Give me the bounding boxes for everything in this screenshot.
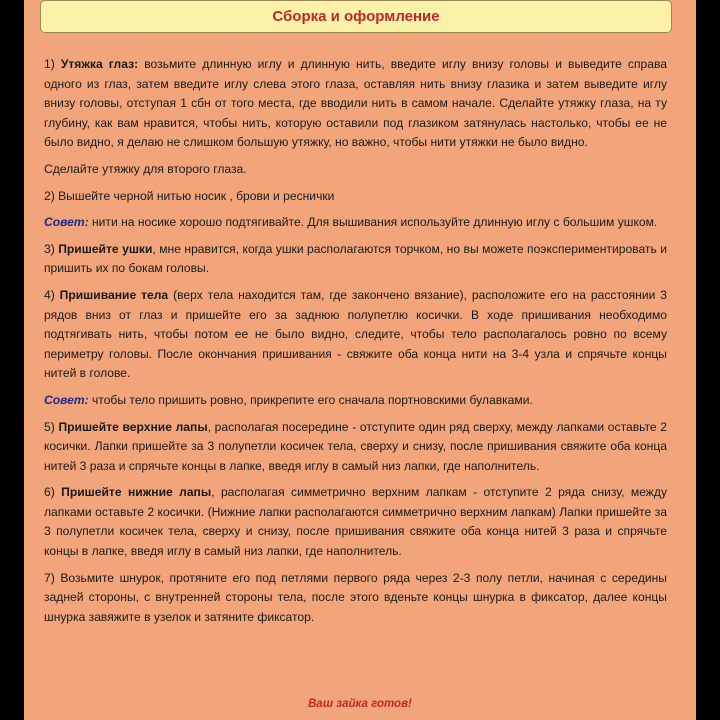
step-number: 4)	[44, 287, 60, 302]
page-title: Сборка и оформление	[272, 8, 440, 25]
step-5-heading: Пришейте верхние лапы	[58, 419, 208, 434]
step-2: 2) Вышейте черной нитью носик , брови и реснички	[44, 188, 335, 203]
step-number: 3)	[44, 241, 59, 256]
step-4	[44, 286, 667, 384]
step-1-text: возьмите длинную иглу и длинную нить, введите иглу внизу головы и выведите справа одного из глаз, затем введите иглу слева этого глаза, оставляя нить внизу глазика и затем выведите иглу внизу головы, отступая 1 сбн от того места, где вводили нить в самом начале. Сделайте утяжку глаза, на ту глубину, как вам нравится, чтобы нить, которую оставили под глазиком затянулась настолько, чтобы ее не было видно, я делаю не слишком большую утяжку, но важно, чтобы нити утяжки не было видно.	[44, 57, 667, 150]
closing-line: Ваш зайка готов!	[308, 698, 412, 710]
step-5-text: , располагая посередине - отступите один ряд сверху, между лапками оставьте 2 косички. Лапки пришейте за 3 полупетли косичек тела, сверху и снизу, после пришивания свяжите оба конца нитей 3 раза и спрячьте концы в лапке, введя иглу в самый низ лапки, где наполнитель.	[44, 419, 668, 473]
tip-2-text: чтобы тело пришить ровно, прикрепите его сначала портновскими булавками.	[88, 392, 533, 407]
step-3	[44, 240, 667, 279]
tip-1-label: Совет:	[44, 215, 89, 230]
step-number: 5)	[44, 419, 59, 434]
step-1-heading: Утяжка глаз:	[60, 57, 139, 71]
instructions-body	[44, 55, 667, 634]
step-3-heading: Пришейте ушки	[58, 241, 153, 256]
step-number: 6)	[44, 485, 62, 500]
step-6-text: , располагая симметрично верхним лапкам - отступите 2 ряда снизу, между лапками оставьте 2 косички. (Нижние лапки располагаются симметрично верхним лапкам) Лапки пришейте за 3 полупетли косичек тела, сверху и снизу, после пришивания свяжите оба конца нитей 3 раза и спрячьте концы в лапке, введя иглу в самый низ лапки, где наполнитель.	[44, 485, 667, 559]
step-6	[44, 483, 667, 561]
step-1	[44, 55, 667, 153]
tip-1	[44, 213, 667, 233]
tip-1-text: нити на носике хорошо подтягивайте. Для вышивания используйте длинную иглу с большим ушком.	[88, 215, 658, 230]
step-4-heading: Пришивание тела	[59, 287, 169, 302]
step-number: 1)	[44, 57, 55, 71]
step-5	[44, 418, 667, 477]
tip-2	[44, 391, 667, 411]
step-3-text: , мне нравится, когда ушки располагаются торчком, но вы можете поэкспериментировать и пришить их по бокам головы.	[44, 241, 667, 276]
step-6-heading: Пришейте нижние лапы	[61, 485, 212, 500]
tip-2-label: Совет:	[44, 392, 89, 407]
step-1-note: Сделайте утяжку для второго глаза.	[44, 161, 247, 176]
document-page	[24, 0, 696, 720]
title-banner	[40, 0, 672, 33]
step-7: 7) Возьмите шнурок, протяните его под петлями первого ряда через 2-3 полу петли, начиная с середины задней стороны, с внутренней стороны тела, после этого вденьте концы шнурка в фиксатор, далее концы шнурка завяжите в узелок и затяните фиксатор.	[44, 570, 667, 624]
step-4-text: (верх тела находится там, где закончено вязание), расположите его на расстоянии 3 рядов вниз от глаз и пришейте его за заднюю полупетлю косички. В ходе пришивания необходимо подтягивать нить, чтобы потом ее не было видно, следите, чтобы тело располагалось ровно по всему периметру головы. После окончания пришивания - свяжите оба конца нити на 3-4 узла и спрячьте концы нитей в голове.	[44, 287, 667, 381]
